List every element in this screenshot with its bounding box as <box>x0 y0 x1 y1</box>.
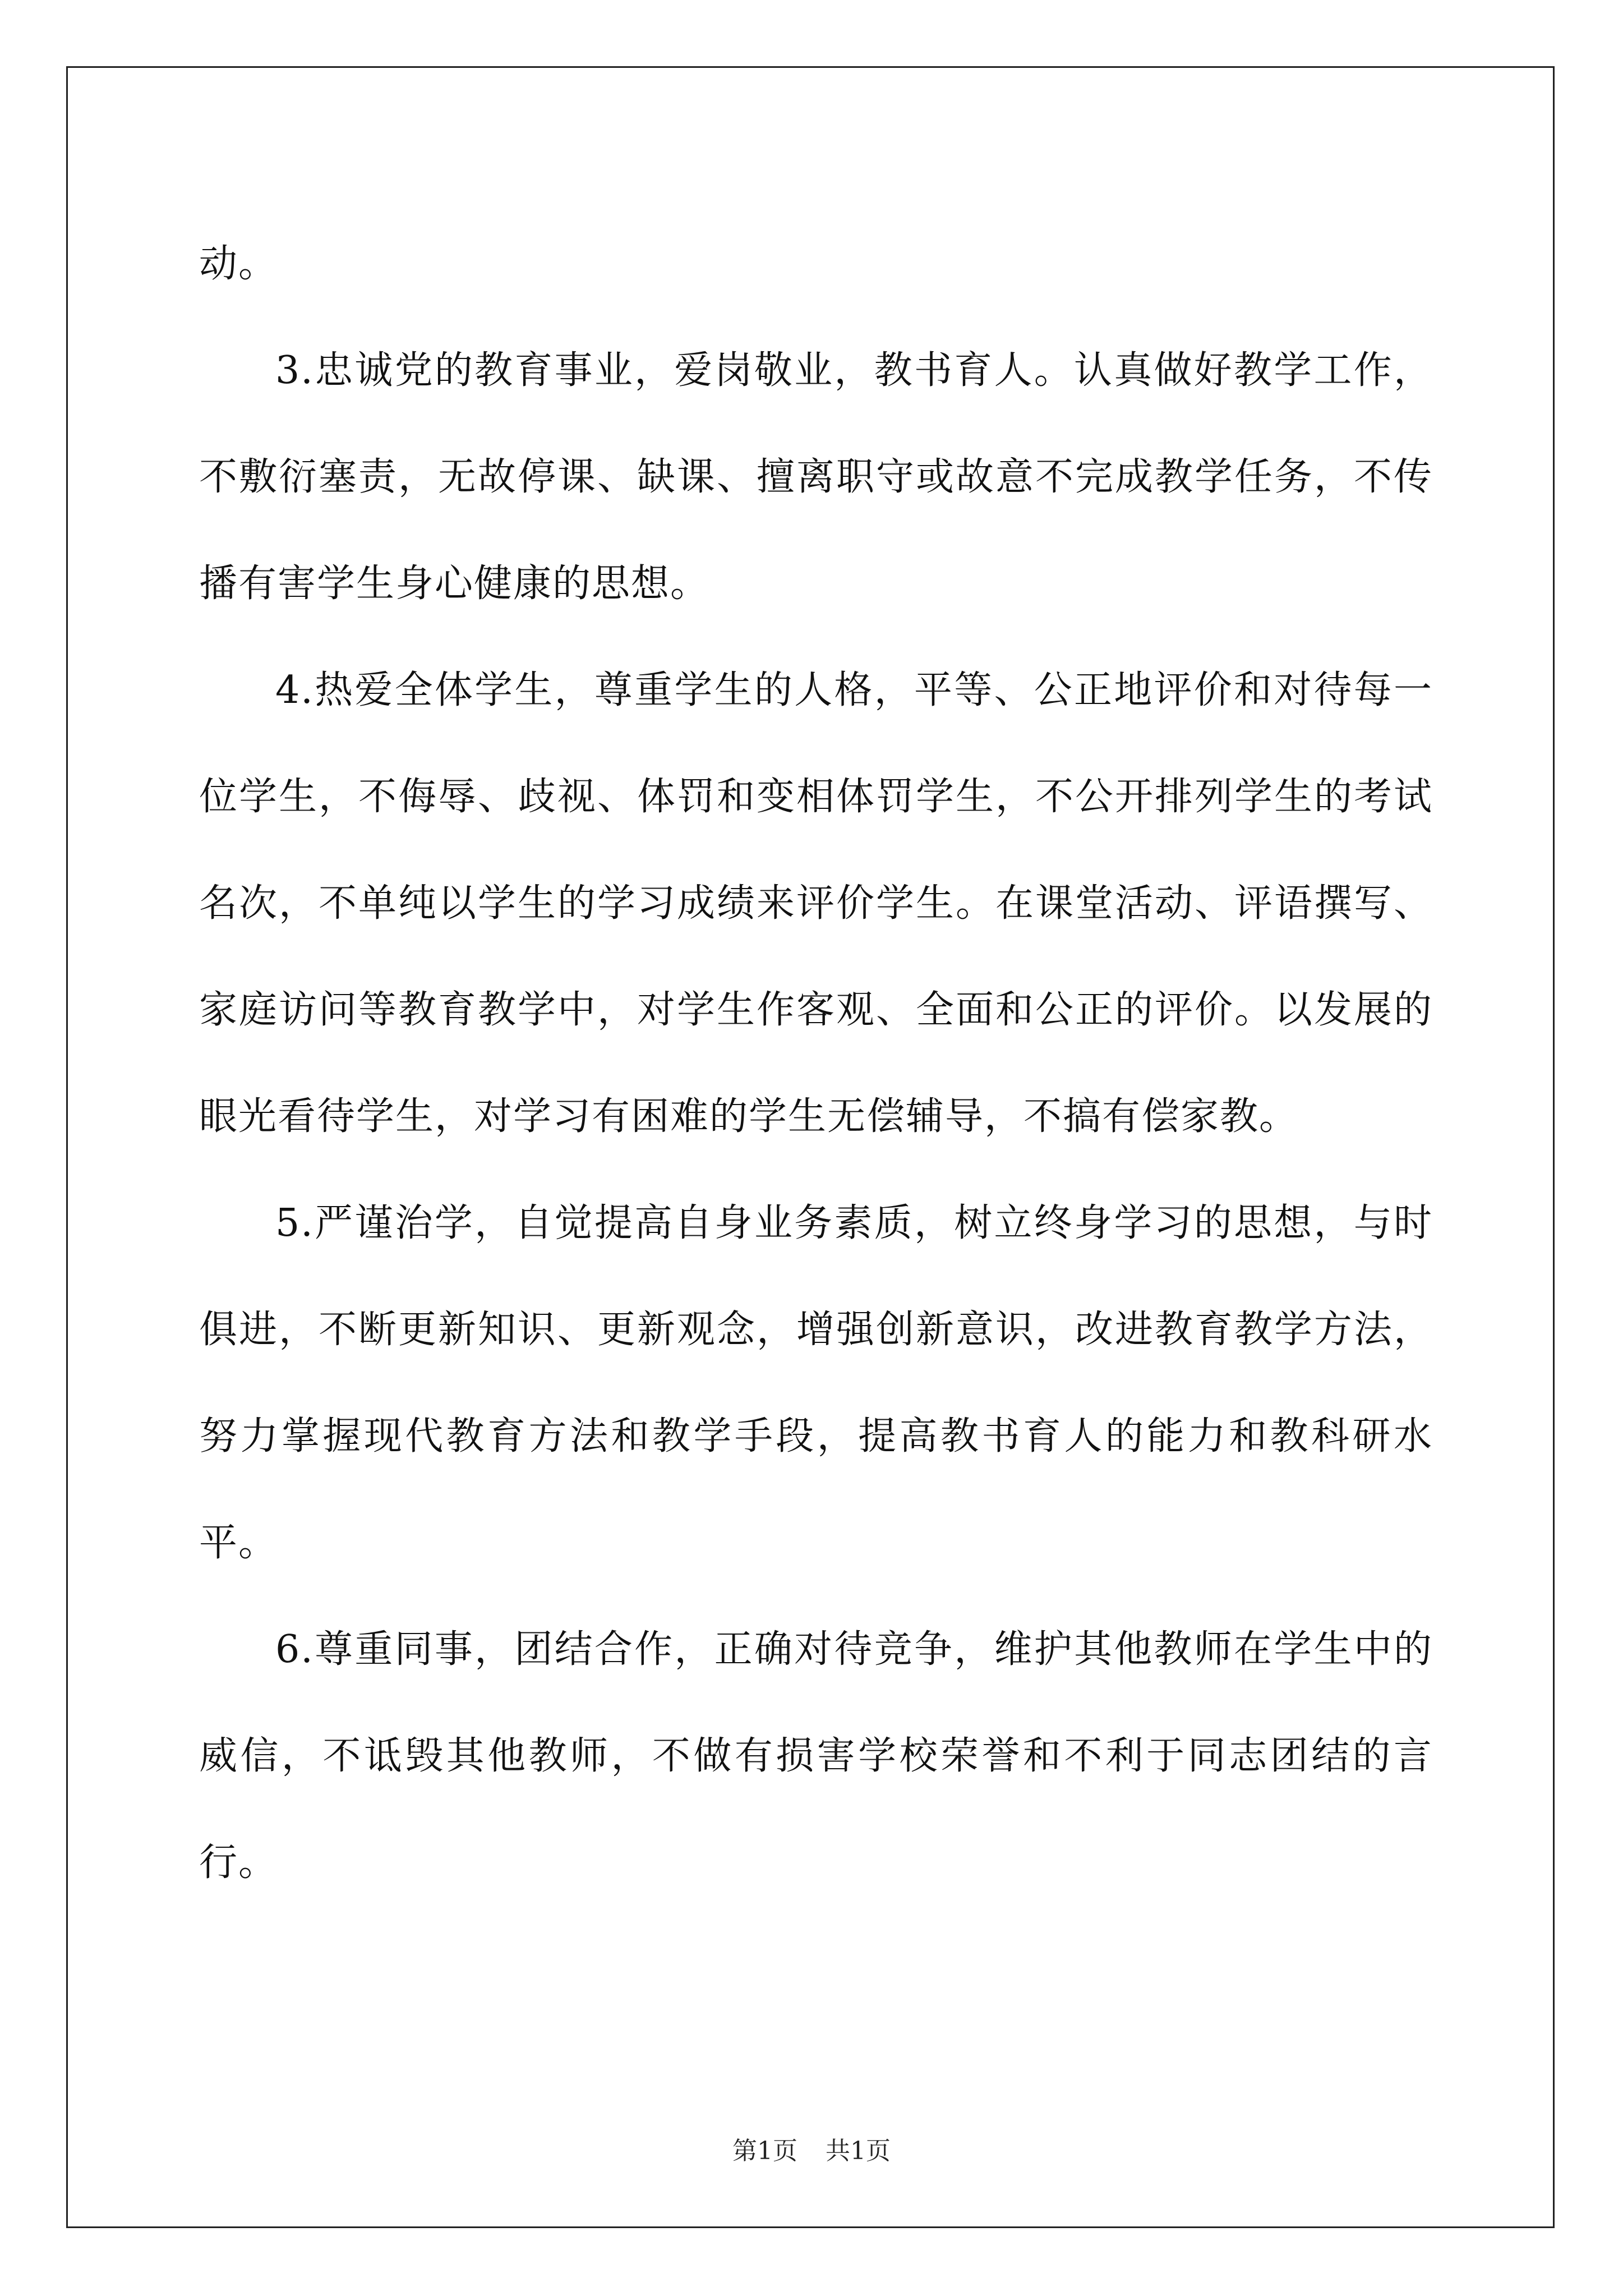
paragraph-continuation: 动。 <box>199 242 278 286</box>
paragraph-item-3: 3.忠诚党的教育事业，爱岗敬业，教书育人。认真做好教学工作，不敷衍塞责，无故停课、缺课、擅离职守或故意不完成教学任务，不传播有害学生身心健康的思想。 <box>199 348 1433 606</box>
page-total: 共1页 <box>826 2137 891 2165</box>
page-footer <box>0 2134 1623 2168</box>
document-body <box>199 211 1433 1916</box>
paragraph-item-4: 4.热爱全体学生，尊重学生的人格，平等、公正地评价和对待每一位学生，不侮辱、歧视、体罚和变相体罚学生，不公开排列学生的考试名次，不单纯以学生的学习成绩来评价学生。在课堂活动、评语撰写、家庭访问等教育教学中，对学生作客观、全面和公正的评价。以发展的眼光看待学生，对学习有困难的学生无偿辅导，不搞有偿家教。 <box>199 668 1433 1139</box>
paragraph-item-6: 6.尊重同事，团结合作，正确对待竞争，维护其他教师在学生中的威信，不诋毁其他教师，不做有损害学校荣誉和不利于同志团结的言行。 <box>199 1627 1433 1885</box>
page-number: 第1页 <box>732 2137 797 2165</box>
paragraph-item-5: 5.严谨治学，自觉提高自身业务素质，树立终身学习的思想，与时俱进，不断更新知识、更新观念，增强创新意识，改进教育教学方法，努力掌握现代教育方法和教学手段，提高教书育人的能力和教科研水平。 <box>199 1201 1433 1565</box>
